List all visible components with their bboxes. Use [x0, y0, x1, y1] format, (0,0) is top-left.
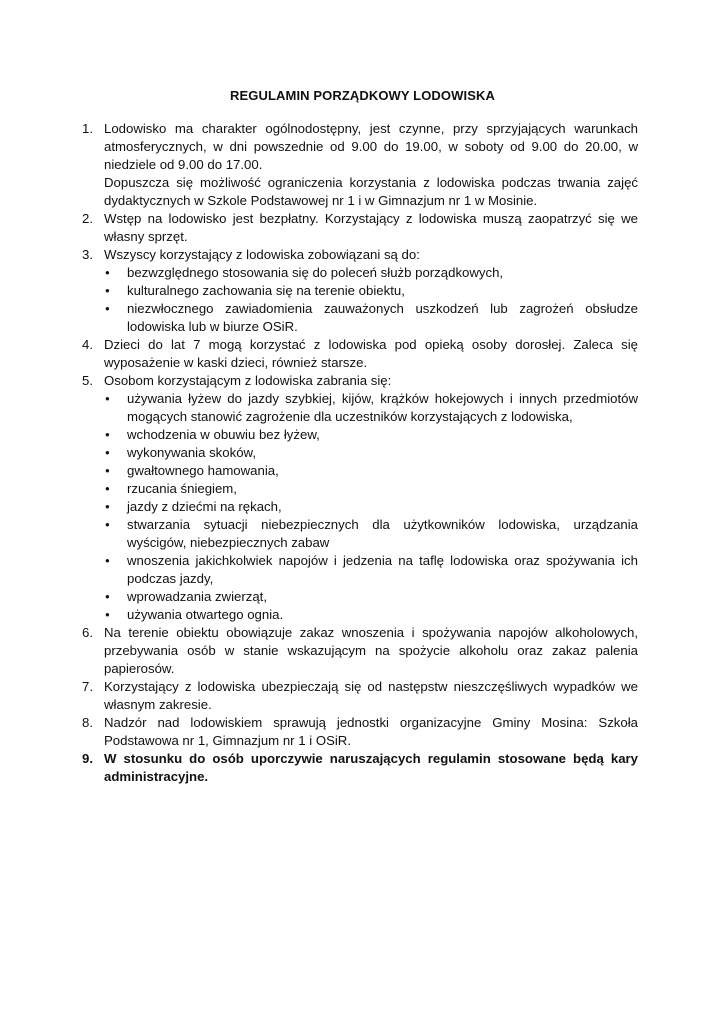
rule-bullet-item	[104, 300, 638, 336]
rule-text: Dzieci do lat 7 mogą korzystać z lodowiska pod opieką osoby dorosłej. Zaleca się wyposażenie w kaski dzieci, również starsze.	[104, 337, 638, 370]
rule-body	[104, 120, 638, 210]
rule-bullet-item	[104, 390, 638, 426]
rule-body	[104, 336, 638, 372]
rule-bullet-text: wykonywania skoków,	[127, 445, 257, 460]
rule-bullet-text: stwarzania sytuacji niebezpiecznych dla użytkowników lodowiska, urządzania wyścigów, niebezpiecznych zabaw	[127, 517, 638, 550]
rule-bullet-item	[104, 264, 638, 282]
bullet-icon: ●	[105, 268, 110, 277]
rule-number: 1.	[82, 121, 93, 136]
rule-bullet-text: używania otwartego ognia.	[127, 607, 284, 622]
rule-item	[82, 246, 638, 336]
rule-bullet-text: bezwzględnego stosowania się do poleceń służb porządkowych,	[127, 265, 504, 280]
bullet-icon: ●	[105, 394, 110, 403]
rule-body	[104, 210, 638, 246]
rule-bullet-text: niezwłocznego zawiadomienia zauważonych uszkodzeń lub zagrożeń obsłudze lodowiska lub w biurze OSiR.	[127, 301, 638, 334]
rule-item	[82, 336, 638, 372]
rule-item	[82, 624, 638, 678]
rule-item	[82, 750, 638, 786]
rule-number: 5.	[82, 373, 93, 388]
bullet-icon: ●	[105, 502, 110, 511]
rule-bullet-item	[104, 498, 638, 516]
rule-bullet-text: rzucania śniegiem,	[127, 481, 237, 496]
bullet-icon: ●	[105, 286, 110, 295]
rule-body	[104, 750, 638, 786]
bullet-icon: ●	[105, 556, 110, 565]
rule-bullet-text: jazdy z dziećmi na rękach,	[127, 499, 282, 514]
rule-number: 3.	[82, 247, 93, 262]
rule-bullet-item	[104, 282, 638, 300]
rule-item	[82, 678, 638, 714]
bullet-icon: ●	[105, 484, 110, 493]
rule-text: Wstęp na lodowisko jest bezpłatny. Korzystający z lodowiska muszą zaopatrzyć się we własny sprzęt.	[104, 211, 638, 244]
rule-text: Osobom korzystającym z lodowiska zabrania się:	[104, 373, 392, 388]
rule-bullet-item	[104, 480, 638, 498]
rule-item	[82, 714, 638, 750]
rule-bullet-text: używania łyżew do jazdy szybkiej, kijów, krążków hokejowych i innych przedmiotów mogących stanowić zagrożenie dla uczestników korzystających z lodowiska,	[127, 391, 638, 424]
rule-bullet-text: wchodzenia w obuwiu bez łyżew,	[127, 427, 320, 442]
rule-body	[104, 246, 638, 336]
rule-item	[82, 372, 638, 624]
rule-item	[82, 120, 638, 210]
rule-bullet-text: wprowadzania zwierząt,	[127, 589, 267, 604]
rule-text: Na terenie obiektu obowiązuje zakaz wnoszenia i spożywania napojów alkoholowych, przebywania osób w stanie wskazującym na spożycie alkoholu oraz zakaz palenia papierosów.	[104, 625, 638, 676]
rule-bullet-item	[104, 426, 638, 444]
rule-number: 2.	[82, 211, 93, 226]
rule-number: 6.	[82, 625, 93, 640]
rule-bullet-text: wnoszenia jakichkolwiek napojów i jedzenia na taflę lodowiska oraz spożywania ich podczas jazdy,	[127, 553, 638, 586]
rule-text: Lodowisko ma charakter ogólnodostępny, jest czynne, przy sprzyjających warunkach atmosferycznych, w dni powszednie od 9.00 do 19.00, w soboty od 9.00 do 20.00, w niedziele od 9.00 do 17.00.	[104, 121, 638, 172]
rule-bullet-text: gwałtownego hamowania,	[127, 463, 279, 478]
rule-number: 4.	[82, 337, 93, 352]
rule-bullet-item	[104, 552, 638, 588]
rule-bullet-item	[104, 606, 638, 624]
rules-list	[82, 120, 638, 786]
rule-bullet-item	[104, 444, 638, 462]
rule-number: 9.	[82, 751, 93, 766]
bullet-icon: ●	[105, 448, 110, 457]
rule-text: Korzystający z lodowiska ubezpieczają się od następstw nieszczęśliwych wypadków we własnym zakresie.	[104, 679, 638, 712]
rule-bullet-text: kulturalnego zachowania się na terenie obiektu,	[127, 283, 405, 298]
rule-bullet-item	[104, 516, 638, 552]
rule-bullet-item	[104, 462, 638, 480]
bullet-icon: ●	[105, 610, 110, 619]
rule-body	[104, 678, 638, 714]
bullet-icon: ●	[105, 520, 110, 529]
rule-item	[82, 210, 638, 246]
rule-bullet-item	[104, 588, 638, 606]
bullet-icon: ●	[105, 430, 110, 439]
rule-number: 8.	[82, 715, 93, 730]
rule-text: W stosunku do osób uporczywie naruszających regulamin stosowane będą kary administracyjne.	[104, 751, 638, 784]
document-title: REGULAMIN PORZĄDKOWY LODOWISKA	[230, 88, 495, 103]
rule-body	[104, 372, 638, 624]
rule-text: Nadzór nad lodowiskiem sprawują jednostki organizacyjne Gminy Mosina: Szkoła Podstawowa nr 1, Gimnazjum nr 1 i OSiR.	[104, 715, 638, 748]
bullet-icon: ●	[105, 304, 110, 313]
rule-number: 7.	[82, 679, 93, 694]
rule-text: Dopuszcza się możliwość ograniczenia korzystania z lodowiska podczas trwania zajęć dydaktycznych w Szkole Podstawowej nr 1 i w Gimnazjum nr 1 w Mosinie.	[104, 175, 638, 208]
rule-body	[104, 714, 638, 750]
rule-text: Wszyscy korzystający z lodowiska zobowiązani są do:	[104, 247, 420, 262]
bullet-icon: ●	[105, 592, 110, 601]
rule-body	[104, 624, 638, 678]
bullet-icon: ●	[105, 466, 110, 475]
